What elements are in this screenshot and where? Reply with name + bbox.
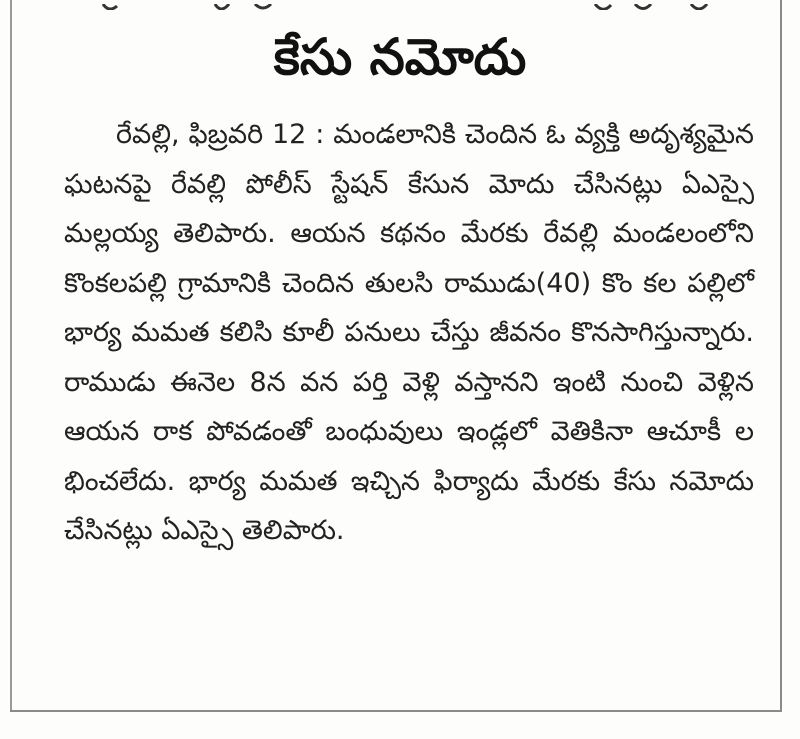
article-body: రేవల్లి, ఫిబ్రవరి 12 : మండలానికి చెందిన ఓ వ్యక్తి అదృశ్యమైన ఘటనపై రేవల్లి పోలీస్ స్టేషన్ కేసున మోదు చేసినట్లు ఏఎస్సై మల్లయ్య తెలిపారు. ఆయన కథనం మేరకు రేవల్లి మండలంలోని కొంకలపల్లి గ్రామానికి చెందిన తులసి రాముడు(40) కొం కల పల్లిలో భార్య మమత కలిసి కూలీ పనులు చేస్తు జీవనం కొనసాగిస్తున్నారు. రాముడు ఈనెల 8న వన పర్తి వెళ్లి వస్తానని ఇంటి నుంచి వెళ్లిన ఆయన రాక పోవడంతో బంధువులు ఇండ్లలో వెతికినా ఆచూకీ ల భించలేదు. భార్య మమత ఇచ్చిన ఫిర్యాదు మేరకు కేసు నమోదు చేసినట్లు ఏఎస్సై తెలిపారు. xyxy=(64,119,754,546)
headline: కేసు నమోదు xyxy=(273,28,527,86)
right-border-line xyxy=(780,0,782,712)
left-border-line xyxy=(10,0,12,712)
cut-off-text-fragment xyxy=(95,0,715,10)
cut-off-glyphs xyxy=(95,4,715,10)
bottom-border-line xyxy=(10,710,782,712)
